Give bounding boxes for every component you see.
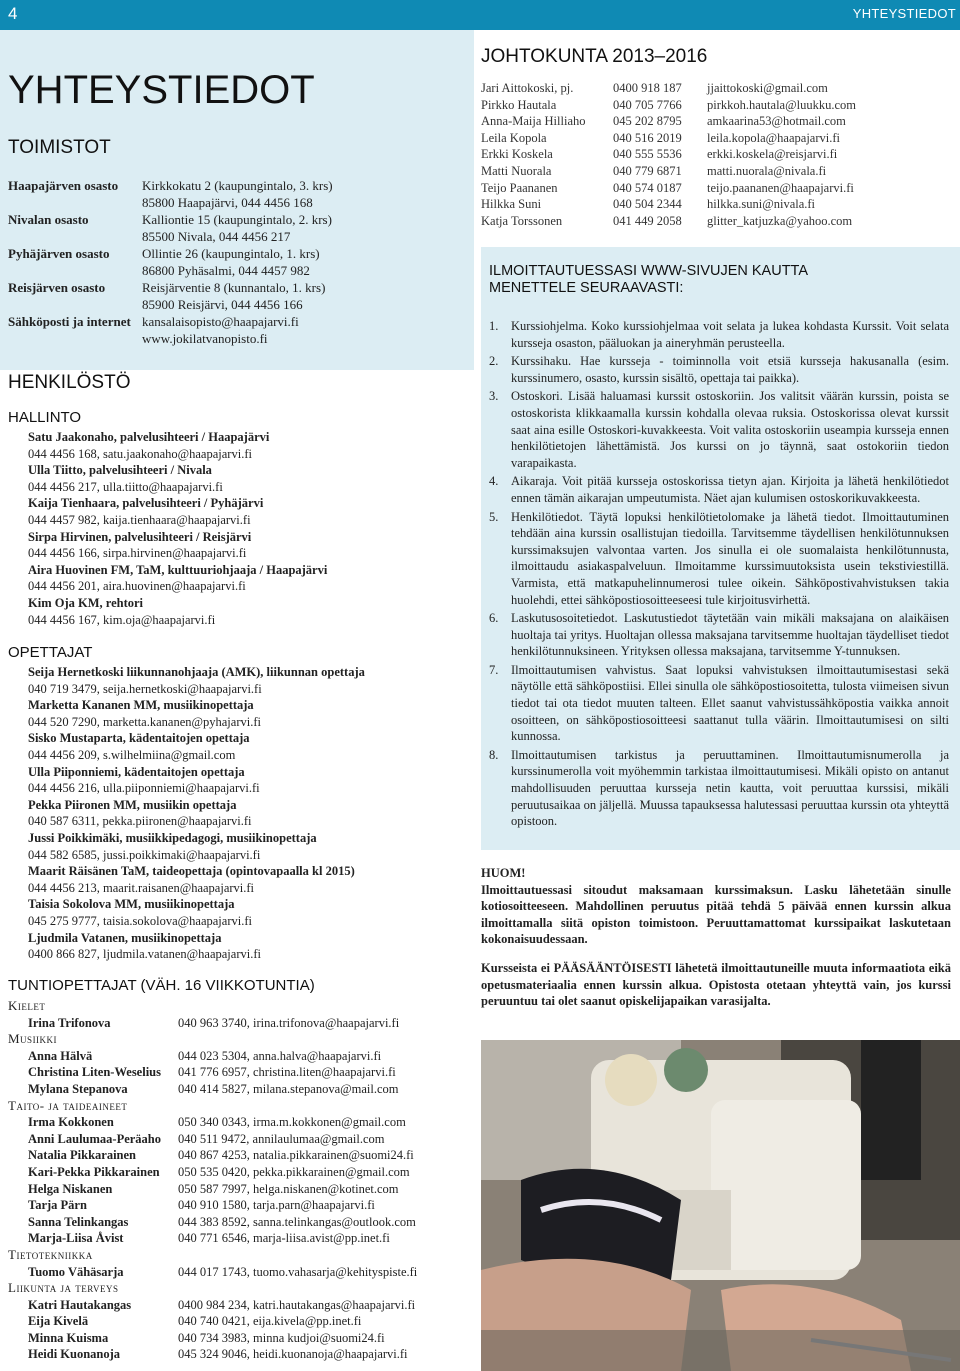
teacher-name: Ulla Piiponniemi, kädentaitojen opettaja [28,764,245,779]
teacher-row [8,1330,468,1347]
teacher-contact: 044 4456 216, ulla.piiponniemi@haapajarvi.fi [28,781,260,796]
office-label [8,228,142,245]
section-tag: YHTEYSTIEDOT [852,6,956,21]
teacher-row [8,1313,468,1330]
teacher-contact: 040 740 0421, eija.kivela@pp.inet.fi [178,1314,362,1329]
step-number: 3. [489,389,499,404]
teacher-contact: 044 4456 213, maarit.raisanen@haapajarvi.fi [28,880,255,895]
office-row [8,177,333,194]
board-row [481,213,856,230]
teacher-contact: 050 340 0343, irma.m.kokkonen@gmail.com [178,1115,406,1130]
admin-heading: HALLINTO [8,409,82,426]
staff-name: Kim Oja KM, rehtori [28,595,144,610]
hourly-teachers-list [8,998,468,1363]
member-email[interactable]: jjaittokoski@gmail.com [707,81,828,95]
board-row [481,180,856,197]
teacher-row [8,1164,468,1181]
staff-name: Aira Huovinen FM, TaM, kulttuuriohjaaja / Haapajärvi [28,562,328,577]
office-label [8,330,142,347]
notice-heading: HUOM! [481,866,526,880]
step-item [489,747,949,830]
offices-heading: TOIMISTOT [8,137,111,158]
teacher-name: Seija Hernetkoski liikunnanohjaaja (AMK), liikunnan opettaja [28,665,365,679]
step-text: Ilmoittautumisen tarkistus ja peruuttaminen. Ilmoittautumisnumerolla ja kurssinumerolla voit myöhemmin tarkistaa ilmoittautumisesi. Mikäli opisto on antanut mahdollisuuden peruuttaa kursseja netin kautta, voit peruuttaa kurssisi, mikäli peruutusaikaa on jäljellä. Muussa tapauksessa halutessasi peruuttaa kurssin ota yhteyttä opistoon. [511,747,949,829]
page-title: YHTEYSTIEDOT [8,68,315,112]
staff-contact: 044 4456 167, kim.oja@haapajarvi.fi [28,612,216,627]
teacher-contact: 041 776 6957, christina.liten@haapajarvi.fi [178,1065,396,1080]
board-row [481,97,856,114]
teacher-contact: 040 719 3479, seija.hernetkoski@haapajarvi.fi [28,681,262,696]
member-name: Hilkka Suni [481,197,542,212]
member-email[interactable]: leila.kopola@haapajarvi.fi [707,130,840,145]
member-email[interactable]: teijo.paananen@haapajarvi.fi [707,180,854,195]
member-name: Matti Nuorala [481,163,552,178]
teacher-contact: 040 587 6311, pekka.piironen@haapajarvi.fi [28,814,252,829]
step-text: Laskutusosoitetiedot. Laskutustiedot täytetään vain mikäli maksajana on alaikäisen huoltaja tai yritys. Huoltajan ollessa maksajana tarvitsemme huoltajan täydelliset tiedot henkilötunnuksineen. Yrityksen ollessa maksajana, tarvitsemme Y-tunnuksen. [511,611,949,659]
teacher-row [8,1297,468,1314]
office-row [8,245,333,262]
step-item [489,473,949,506]
teacher-name: Maarit Räisänen TaM, taideopettaja (opintovapaalla kl 2015) [28,864,355,879]
teacher-name: Anna Hälvä [28,1048,93,1063]
member-name: Leila Kopola [481,130,547,145]
office-label: Pyhäjärven osasto [8,246,110,261]
board-row [481,163,856,180]
teacher-contact: 040 414 5827, milana.stepanova@mail.com [178,1081,399,1096]
top-bar [0,0,960,30]
office-label: Reisjärven osasto [8,280,106,295]
teacher-row [8,1346,468,1363]
staff-contact: 044 4456 217, ulla.tiitto@haapajarvi.fi [28,479,223,494]
hourly-heading: TUNTIOPETTAJAT (VÄH. 16 VIIKKOTUNTIA) [8,977,315,994]
office-address: 86800 Pyhäsalmi, 044 4457 982 [142,263,310,278]
notice-paragraph: Ilmoittautuessasi sitoudut maksamaan kurssimaksun. Lasku lähetetään sinulle kotiosoitteeseen. Mahdollinen peruutus pitää tehdä 5 päivää ennen kurssin alkua ilmoittamalla siitä opiston toimistoon. Peruuttamattomat kurssipaikat laskutetaan kokonaisuudessaan. [481,882,951,947]
step-text: Ostoskori. Lisää haluamasi kurssit ostoskoriin. Jos valitsit väärän kurssin, poista se ostoskorista klikkaamalla kurssin kohdalla olevaa ruksia. Ostoskorissa olevat kurssit saat aina esille Ostoskori-kuvakkeesta. Voit valita ostoskoriin useampia kursseja ennen henkilötietojen lähettämistä. Jos kurssi on jo täynnä, saat ostokoriin tiedon varapaikasta. [511,389,949,470]
member-phone: 041 449 2058 [613,213,682,228]
teacher-contact: 045 275 9777, taisia.sokolova@haapajarvi.fi [28,913,252,928]
member-email[interactable]: amkaarina53@hotmail.com [707,114,846,129]
teacher-name: Pekka Piironen MM, musiikin opettaja [28,797,237,812]
member-email[interactable]: matti.nuorala@nivala.fi [707,163,827,178]
member-email[interactable]: erkki.koskela@reisjarvi.fi [707,147,838,162]
teacher-contact: 0400 866 827, ljudmila.vatanen@haapajarvi.fi [28,947,261,962]
teacher-name: Sanna Telinkangas [28,1214,129,1229]
category-label: Liikunta ja terveys [8,1280,119,1296]
teacher-name: Anni Laulumaa-Peräaho [28,1131,162,1146]
office-row [8,296,333,313]
teacher-name: Minna Kuisma [28,1330,109,1345]
teacher-row [8,1114,468,1131]
teacher-contact: 044 520 7290, marketta.kananen@pyhajarvi.fi [28,714,261,729]
teacher-row [8,1147,468,1164]
member-name: Erkki Koskela [481,147,553,162]
office-address: 85800 Haapajärvi, 044 4456 168 [142,195,313,210]
sewing-photo-illustration [481,1040,960,1371]
teacher-row [8,1048,468,1065]
admin-list [28,429,327,628]
member-phone: 045 202 8795 [613,114,682,129]
teacher-row [8,1081,468,1098]
office-row [8,313,333,330]
teacher-contact: 050 587 7997, helga.niskanen@kotinet.com [178,1181,399,1196]
board-list [481,80,856,229]
board-row [481,130,856,147]
office-list [8,177,333,347]
office-address: 85500 Nivala, 044 4456 217 [142,229,291,244]
teacher-row [8,1181,468,1198]
teacher-name: Marja-Liisa Åvist [28,1231,124,1246]
member-name: Teijo Paananen [481,180,558,195]
step-item [489,388,949,471]
staff-heading: HENKILÖSTÖ [8,372,131,393]
member-phone: 040 504 2344 [613,197,682,212]
staff-name: Ulla Tiitto, palvelusihteeri / Nivala [28,463,212,478]
office-address: Kirkkokatu 2 (kaupungintalo, 3. krs) [142,178,333,193]
teacher-name: Jussi Poikkimäki, musiikkipedagogi, musiikinopettaja [28,830,317,845]
step-number: 1. [489,319,499,333]
teacher-contact: 040 963 3740, irina.trifonova@haapajarvi.fi [178,1015,400,1030]
category-label: Tietotekniikka [8,1246,93,1262]
teacher-name: Natalia Pikkarainen [28,1148,136,1163]
staff-contact: 044 4456 166, sirpa.hirvinen@haapajarvi.fi [28,546,247,561]
office-email-link[interactable]: kansalaisopisto@haapajarvi.fi [142,314,299,329]
teacher-contact: 044 582 6585, jussi.poikkimaki@haapajarvi.fi [28,847,261,862]
step-number: 5. [489,509,499,524]
step-item [489,610,949,660]
teacher-contact: 040 511 9472, annilaulumaa@gmail.com [178,1131,385,1146]
teacher-row [8,1264,468,1281]
notice-box [481,865,951,1022]
board-row [481,80,856,97]
staff-contact: 044 4456 168, satu.jaakonaho@haapajarvi.fi [28,446,252,461]
board-row [481,196,856,213]
page-number: 4 [8,4,18,23]
member-name: Jari Aittokoski, pj. [481,81,574,95]
office-address: 85900 Reisjärvi, 044 4456 166 [142,297,303,312]
step-item [489,509,949,609]
member-name: Pirkko Hautala [481,97,557,112]
step-item [489,318,949,351]
office-address: Reisjärventie 8 (kunnantalo, 1. krs) [142,280,326,295]
registration-title-line: ILMOITTAUTUESSASI WWW-SIVUJEN KAUTTA [489,263,809,279]
teacher-name: Marketta Kananen MM, musiikinopettaja [28,698,254,713]
office-label [8,194,142,211]
board-row [481,113,856,130]
teacher-row [8,1015,468,1032]
office-row [8,330,333,347]
office-address: Kalliontie 15 (kaupungintalo, 2. krs) [142,212,332,227]
step-item [489,353,949,386]
teacher-contact: 040 867 4253, natalia.pikkarainen@suomi24.fi [178,1148,414,1163]
teacher-name: Heidi Kuonanoja [28,1347,121,1362]
teacher-name: Ljudmila Vatanen, musiikinopettaja [28,930,222,945]
step-text: Kurssihaku. Hae kursseja - toiminnolla voit etsiä kursseja hakusanalla (esim. kurssinumero, osasto, kurssin sisältö, opettaja tai paikka). [511,354,949,385]
teacher-name: Irina Trifonova [28,1015,111,1030]
teacher-row [8,1230,468,1247]
office-label: Haapajärven osasto [8,178,119,193]
office-label: Nivalan osasto [8,212,89,227]
member-phone: 040 705 7766 [613,97,682,112]
teacher-contact: 050 535 0420, pekka.pikkarainen@gmail.com [178,1164,410,1179]
teacher-row [8,1214,468,1231]
teacher-contact: 044 017 1743, tuomo.vahasarja@kehityspiste.fi [178,1264,418,1279]
teacher-contact: 040 910 1580, tarja.parn@haapajarvi.fi [178,1198,375,1213]
office-row [8,211,333,228]
sewing-machine-photo [481,1040,960,1371]
registration-title [489,263,808,297]
teacher-contact: 040 734 3983, minna kudjoi@suomi24.fi [178,1330,385,1345]
office-row [8,262,333,279]
step-text: Henkilötiedot. Täytä lopuksi henkilötietolomake ja lähetä tiedot. Ilmoittautuminen tehdään aina kurssin osallistujan tiedoilla. Tarvitsemme täydellisen henkilötunnuksen kurssimaksujen valvontaa varten. Jos sinulla ei ole suomalaista henkilötunnusta, ilmoittaudu asiakaspalveluun. Ilmoitamme kurssimuutoksista usein tekstiviestillä. Varmista, että matkapuhelinnumerosi tulee oikein. Sähköpostivahvistuksen takia huolehdi, ettei sähköpostiosoitteeseesi tule kirjoitusvirhettä. [511,509,949,607]
step-text: Aikaraja. Voit pitää kursseja ostoskorissa tietyn ajan. Kirjoita ja lähetä henkilötiedot ennen tämän aikarajan umpeutumista. Näet ajan kulumisen ostoskorikuvakkeesta. [511,474,949,505]
member-phone: 040 779 6871 [613,163,682,178]
board-row [481,146,856,163]
staff-contact: 044 4456 201, aira.huovinen@haapajarvi.fi [28,579,246,594]
teacher-contact: 0400 984 234, katri.hautakangas@haapajarvi.fi [178,1297,416,1312]
office-row [8,194,333,211]
member-email[interactable]: pirkkoh.hautala@luukku.com [707,97,856,112]
member-email[interactable]: hilkka.suni@nivala.fi [707,197,816,212]
office-label: Sähköposti ja internet [8,314,131,329]
member-phone: 0400 918 187 [613,81,682,95]
office-address: Ollintie 26 (kaupungintalo, 1. krs) [142,246,320,261]
teachers-list [28,664,365,963]
notice-paragraph: Kursseista ei PÄÄSÄÄNTÖISESTI lähetetä ilmoittautuneille muuta informaatiota eikä opetusmateriaalia ennen kurssin alkua. Opistosta otetaan yhteyttä vain, jos kurssi peruuntuu tai olet saanut opiskelijapaikan varasijalta. [481,960,951,1009]
member-email[interactable]: glitter_katjuzka@yahoo.com [707,213,853,228]
step-number: 6. [489,611,499,626]
teacher-name: Sisko Mustaparta, kädentaitojen opettaja [28,731,250,746]
teacher-contact: 044 4456 209, s.wilhelmiina@gmail.com [28,747,236,762]
teacher-name: Tarja Pärn [28,1198,87,1213]
teacher-name: Eija Kivelä [28,1314,89,1329]
office-label [8,262,142,279]
registration-steps [489,318,949,832]
staff-name: Satu Jaakonaho, palvelusihteeri / Haapajärvi [28,430,270,444]
teacher-row [8,1064,468,1081]
staff-name: Kaija Tienhaara, palvelusihteeri / Pyhäjärvi [28,496,264,511]
step-number: 7. [489,662,499,677]
office-row [8,279,333,296]
teacher-contact: 044 383 8592, sanna.telinkangas@outlook.com [178,1214,416,1229]
step-number: 2. [489,354,499,369]
member-phone: 040 574 0187 [613,180,682,195]
step-text: Kurssiohjelma. Koko kurssiohjelmaa voit selata ja lukea kohdasta Kurssit. Voit selata kursseja osaston, pääluokan ja aineryhmän perusteella. [511,319,949,350]
member-phone: 040 516 2019 [613,130,682,145]
member-phone: 040 555 5536 [613,147,682,162]
teacher-name: Taisia Sokolova MM, musiikinopettaja [28,897,235,912]
category-label: Kielet [8,998,46,1013]
teacher-contact: 045 324 9046, heidi.kuonanoja@haapajarvi.fi [178,1347,408,1362]
teacher-row [8,1197,468,1214]
teacher-name: Helga Niskanen [28,1181,113,1196]
teacher-name: Tuomo Vähäsarja [28,1264,124,1279]
office-label [8,296,142,313]
staff-contact: 044 4457 982, kaija.tienhaara@haapajarvi.fi [28,512,251,527]
member-name: Anna-Maija Hilliaho [481,114,586,129]
registration-title-line: MENETTELE SEURAAVASTI: [489,280,684,296]
teacher-name: Kari-Pekka Pikkarainen [28,1164,160,1179]
teacher-name: Christina Liten-Weselius [28,1065,161,1080]
teacher-name: Katri Hautakangas [28,1297,132,1312]
teacher-contact: 044 023 5304, anna.halva@haapajarvi.fi [178,1048,382,1063]
board-heading: JOHTOKUNTA 2013–2016 [481,46,708,67]
teacher-name: Irma Kokkonen [28,1115,114,1130]
office-row [8,228,333,245]
category-label: Musiikki [8,1031,58,1047]
member-name: Katja Torssonen [481,213,563,228]
teacher-name: Mylana Stepanova [28,1081,128,1096]
teacher-contact: 040 771 6546, marja-liisa.avist@pp.inet.fi [178,1231,390,1246]
teachers-heading: OPETTAJAT [8,644,93,661]
step-number: 8. [489,747,499,762]
step-number: 4. [489,474,499,489]
category-label: Taito- ja taideaineet [8,1097,128,1113]
teacher-row [8,1131,468,1148]
step-item [489,662,949,745]
office-web-link[interactable]: www.jokilatvanopisto.fi [142,331,268,346]
step-text: Ilmoittautumisen vahvistus. Saat lopuksi vahvistuksen ilmoittautumisestasi sekä näytölle että sähköpostiisi. Ellei sinulla ole sähköpostiosoitetta, tulosta viimeisen sivun tiedot tai ota tiedot muuten talteen. Ellet saanut vahvistussähköpostia vaikka annoit osoitteen, on sähköpostiosoitteesi saattanut tulla väärin. Ilmoittautumisesi on silti kunnossa. [511,662,949,744]
staff-name: Sirpa Hirvinen, palvelusihteeri / Reisjärvi [28,529,252,544]
